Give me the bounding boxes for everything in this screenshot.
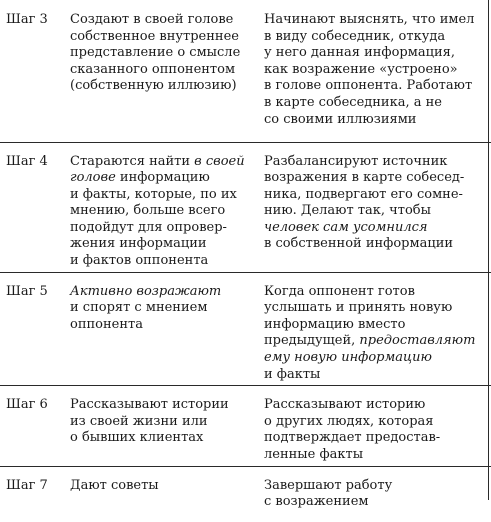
text-segment: Рассказывают истории [70, 397, 229, 413]
common-behavior-cell [68, 142, 258, 272]
text-segment: Разбалансируют источник [264, 153, 448, 169]
expert-behavior-cell [258, 0, 491, 142]
text-segment: Когда оппонент готов [264, 283, 415, 299]
text-segment: представление о смысле [70, 45, 241, 61]
expert-behavior-cell [258, 272, 491, 386]
text-segment: Дают советы [70, 477, 159, 493]
emphasized-text: Активно возражают [70, 283, 222, 299]
text-line [264, 154, 491, 171]
text-segment: ника, подвергают его сомне- [264, 186, 463, 202]
text-line [264, 203, 491, 220]
common-behavior-cell [68, 466, 258, 522]
emphasized-text: в своей [194, 153, 245, 169]
text-line [264, 367, 491, 384]
text-segment: в карте собеседника, а не [264, 94, 442, 110]
text-segment: Начинают выяснять, что имел [264, 12, 475, 27]
text-segment: со своими иллюзиями [264, 111, 417, 127]
text-segment: услышать и принять новую [264, 300, 453, 316]
emphasized-text: голове [70, 170, 116, 186]
common-behavior-cell [68, 0, 258, 142]
text-line [264, 478, 491, 495]
text-segment: у него данная информация, [264, 45, 455, 61]
text-line [264, 333, 491, 350]
text-segment: мнению, больше всего [70, 203, 226, 219]
text-segment: ленные факты [264, 447, 364, 462]
text-line [264, 187, 491, 204]
common-behavior-cell [68, 386, 258, 466]
text-segment: о других людях, которая [264, 413, 434, 429]
text-segment: и фактов оппонента [70, 253, 209, 269]
emphasized-text: человек сам усомнился [264, 219, 428, 235]
text-line [264, 220, 491, 237]
text-segment: подойдут для опровер- [70, 219, 227, 235]
text-line [70, 170, 258, 187]
text-line [264, 494, 491, 511]
text-segment: нию. Делают так, чтобы [264, 203, 431, 219]
table-row [0, 386, 491, 466]
text-line [70, 284, 258, 301]
text-line [70, 12, 258, 29]
step-label: Шаг 4 [6, 153, 48, 169]
table-row [0, 466, 491, 522]
text-line [70, 29, 258, 46]
text-line [70, 430, 258, 447]
text-line [70, 253, 258, 270]
table-row [0, 0, 491, 142]
text-line [264, 430, 491, 447]
text-segment: как возражение «устроено» [264, 61, 458, 77]
text-segment: с возражением [264, 494, 369, 510]
text-line [70, 45, 258, 62]
text-line [264, 170, 491, 187]
step-label-cell [0, 386, 68, 466]
text-line [70, 300, 258, 317]
text-segment: о бывших клиентах [70, 430, 204, 446]
text-line [70, 397, 258, 414]
expert-behavior-cell [258, 386, 491, 466]
text-line [70, 220, 258, 237]
text-line [264, 12, 491, 29]
text-segment: Создают в своей голове [70, 12, 234, 27]
text-line [264, 112, 491, 129]
step-label: Шаг 3 [6, 12, 48, 27]
text-segment: возражения в карте собесед- [264, 170, 465, 186]
step-label-cell [0, 142, 68, 272]
text-segment: в виду собеседник, откуда [264, 28, 446, 44]
text-line [264, 317, 491, 334]
text-segment: предыдущей, [264, 333, 360, 349]
text-line [264, 300, 491, 317]
text-segment: в голове оппонента. Работают [264, 78, 473, 94]
text-segment: информацию [115, 170, 210, 186]
text-line [264, 62, 491, 79]
text-line [70, 187, 258, 204]
emphasized-text: ему новую информацию [264, 350, 432, 366]
text-segment: (собственную иллюзию) [70, 78, 237, 94]
text-line [70, 78, 258, 95]
text-line [264, 447, 491, 464]
text-line [264, 29, 491, 46]
text-line [70, 414, 258, 431]
text-segment: Рассказывают историю [264, 397, 426, 413]
text-line [264, 414, 491, 431]
text-line [70, 478, 258, 495]
table-row [0, 272, 491, 386]
text-line [264, 350, 491, 367]
expert-behavior-cell [258, 466, 491, 522]
step-label: Шаг 7 [6, 477, 48, 493]
table-row [0, 142, 491, 272]
expert-behavior-cell [258, 142, 491, 272]
text-segment: Завершают работу [264, 477, 393, 493]
text-segment: из своей жизни или [70, 413, 208, 429]
table-right-border [488, 0, 489, 500]
text-segment: Стараются найти [70, 153, 195, 169]
text-line [264, 284, 491, 301]
text-line [264, 397, 491, 414]
text-line [70, 203, 258, 220]
text-line [264, 45, 491, 62]
text-line [264, 236, 491, 253]
text-segment: оппонента [70, 316, 143, 332]
step-label: Шаг 6 [6, 397, 48, 413]
text-segment: и факты [264, 366, 321, 382]
text-line [70, 62, 258, 79]
step-label: Шаг 5 [6, 283, 48, 299]
text-line [264, 95, 491, 112]
common-behavior-cell [68, 272, 258, 386]
text-line [70, 236, 258, 253]
text-segment: и спорят с мнением [70, 300, 208, 316]
step-label-cell [0, 272, 68, 386]
text-segment: сказанного оппонентом [70, 61, 236, 77]
text-segment: и факты, которые, по их [70, 186, 237, 202]
step-label-cell [0, 0, 68, 142]
text-segment: подтверждает предостав- [264, 430, 441, 446]
emphasized-text: предоставляют [359, 333, 476, 349]
text-segment: жения информации [70, 236, 207, 252]
text-line [264, 78, 491, 95]
text-segment: в собственной информации [264, 236, 454, 252]
text-line [70, 317, 258, 334]
text-segment: информацию вместо [264, 316, 406, 332]
text-line [70, 154, 258, 171]
text-segment: собственное внутреннее [70, 28, 239, 44]
step-label-cell [0, 466, 68, 522]
